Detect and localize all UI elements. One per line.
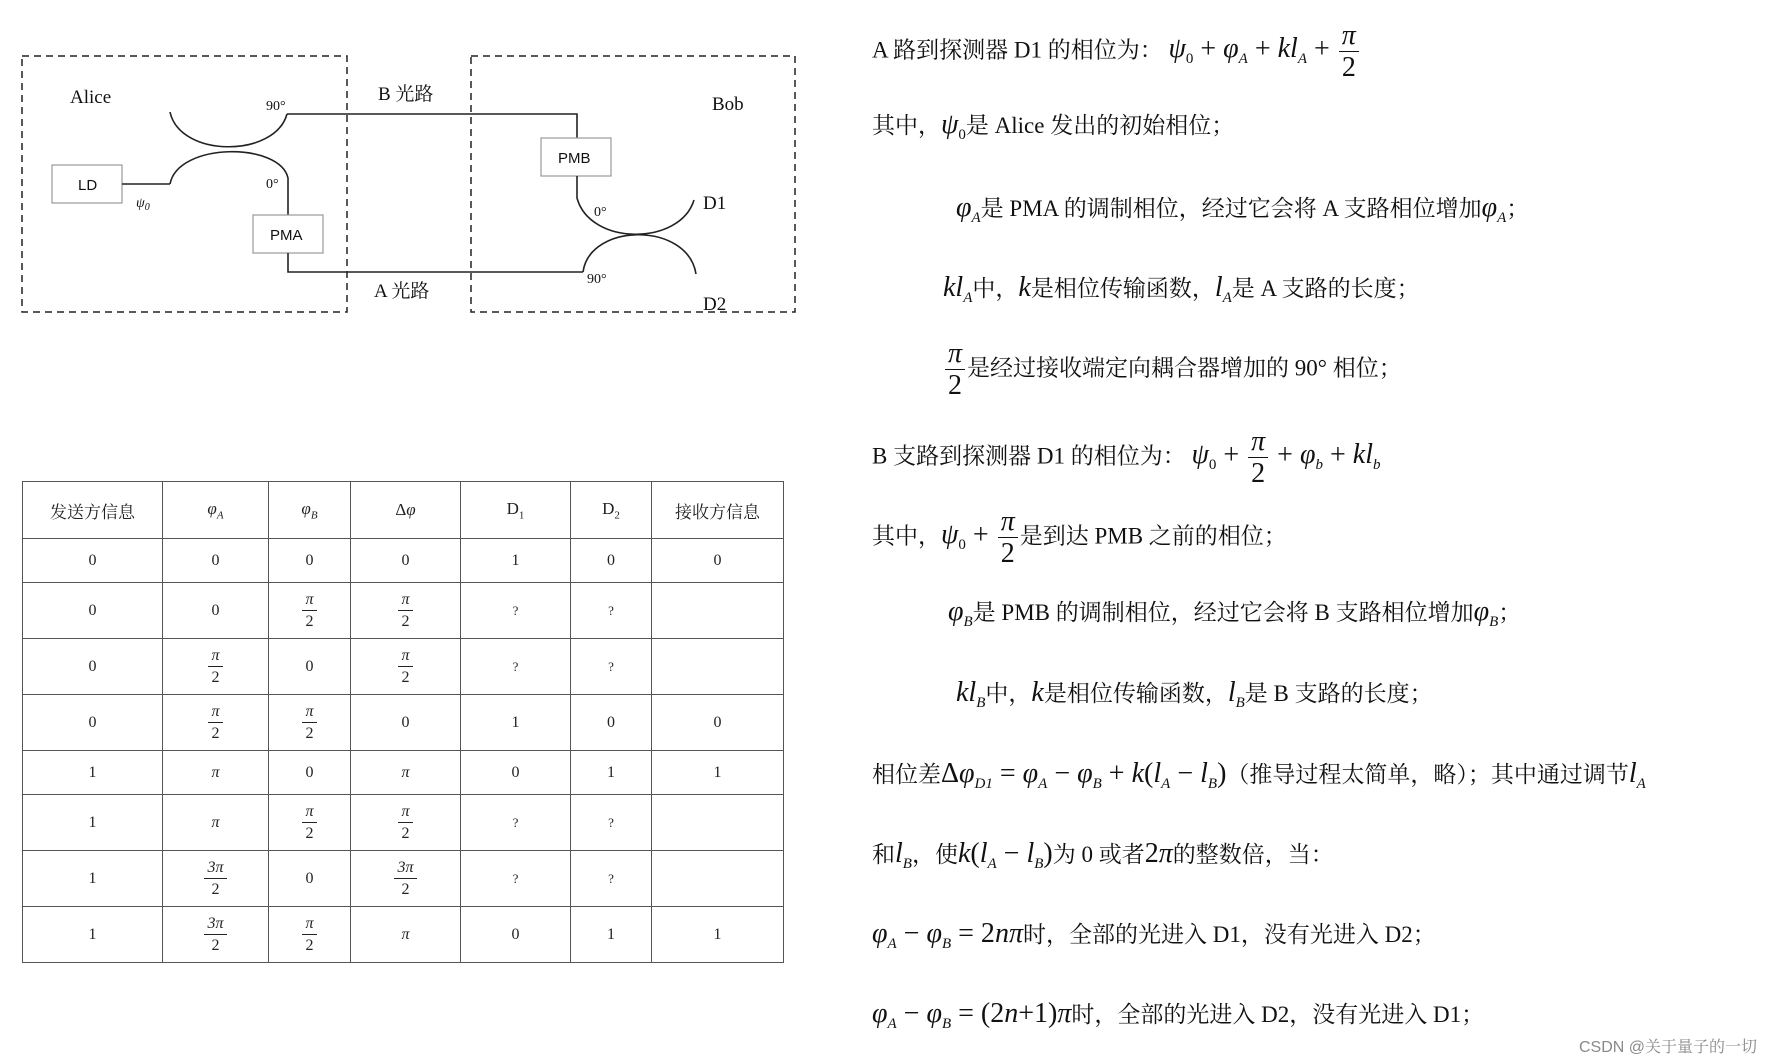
cell-d2: ?	[571, 639, 652, 695]
cell-d1: ?	[461, 851, 571, 907]
table-body	[23, 539, 784, 963]
cell-d1: 1	[461, 695, 571, 751]
cell-delta-phi: $\frac{3\pi}{2}$	[351, 851, 461, 907]
table-row	[23, 539, 784, 583]
cell-phi-b: 0	[269, 851, 351, 907]
line-condition-d2-suffix: 时，全部的光进入 D2，没有光进入 D1；	[1071, 1002, 1485, 1027]
alice-deg-top: 90°	[266, 99, 286, 114]
cell-phi-a: $\frac{\pi}{2}$	[163, 639, 269, 695]
path-a-label: A 光路	[374, 281, 430, 302]
cell-d1: ?	[461, 639, 571, 695]
header-d1: $D_1$	[461, 482, 571, 539]
table-row	[23, 795, 784, 851]
line-klb-a: 中，	[985, 681, 1032, 706]
table-row	[23, 639, 784, 695]
line-phase-diff-mid: （推导过程太简单，略）；其中通过调节	[1226, 762, 1629, 787]
cell-d1: ?	[461, 795, 571, 851]
cell-sender: 0	[23, 639, 163, 695]
d2-label: D2	[703, 294, 727, 315]
cell-d2: 1	[571, 751, 652, 795]
table-row	[23, 583, 784, 639]
line-psi0-suffix: 是 Alice 发出的初始相位；	[965, 113, 1235, 138]
cell-phi-a: π	[163, 795, 269, 851]
table-row	[23, 695, 784, 751]
table-header-row	[23, 482, 784, 539]
cell-phi-b: 0	[269, 639, 351, 695]
cell-delta-phi: $\frac{\pi}{2}$	[351, 583, 461, 639]
cell-sender: 1	[23, 851, 163, 907]
cell-phi-b: $\frac{\pi}{2}$	[269, 583, 351, 639]
header-receiver: 接收方信息	[652, 482, 784, 539]
line-adjust-b: ，使	[911, 842, 958, 867]
cell-delta-phi: $\frac{\pi}{2}$	[351, 795, 461, 851]
cell-delta-phi: π	[351, 907, 461, 963]
cell-sender: 1	[23, 907, 163, 963]
b-path-fiber	[287, 114, 577, 142]
line-b-prefix: B 支路到探测器 D1 的相位为：	[872, 443, 1186, 469]
cell-phi-b: 0	[269, 751, 351, 795]
line-adjust-d: 的整数倍，当：	[1172, 842, 1334, 867]
line-phi-b-text: 是 PMB 的调制相位，经过它会将 B 支路相位增加	[972, 600, 1474, 625]
line-phi-a-text: 是 PMA 的调制相位，经过它会将 A 支路相位增加	[980, 196, 1482, 221]
cell-d1: 1	[461, 539, 571, 583]
cell-phi-a: $\frac{3\pi}{2}$	[163, 851, 269, 907]
line-kla-b: 是相位传输函数，	[1030, 276, 1215, 301]
cell-receiver: 0	[652, 539, 784, 583]
bob-label: Bob	[712, 94, 744, 115]
table-row	[23, 751, 784, 795]
line-pre-pmb-desc: 其中，$\psi_0$ + $\frac{\pi}{2}$ 是到达 PMB 之前的相位；	[872, 506, 1287, 569]
line-b-path-phase: B 支路到探测器 D1 的相位为： $\psi_0$ + $\frac{\pi}{2}$ + $\varphi_b + kl_b$	[872, 426, 1381, 489]
line-condition-d1-suffix: 时，全部的光进入 D1，没有光进入 D2；	[1022, 922, 1436, 947]
cell-sender: 0	[23, 583, 163, 639]
bob-deg-bottom: 90°	[587, 272, 607, 287]
alice-coupler-upper	[170, 112, 287, 147]
cell-sender: 0	[23, 695, 163, 751]
cell-receiver	[652, 639, 784, 695]
line-phase-diff: 相位差$\Delta\varphi_{D1} = \varphi_A - \varphi_B + k(l_A - l_B)$（推导过程太简单，略）；其中通过调节$l_A$	[872, 758, 1646, 792]
header-sender: 发送方信息	[23, 482, 163, 539]
line-pre-pmb-prefix: 其中，	[872, 523, 941, 549]
cell-receiver: 1	[652, 751, 784, 795]
cell-phi-b: $\frac{\pi}{2}$	[269, 795, 351, 851]
cell-phi-a: 0	[163, 539, 269, 583]
line-condition-d2: $\varphi_A - \varphi_B = (2n+1)\pi$时，全部的光进入 D2，没有光进入 D1；	[872, 998, 1485, 1032]
line-kla-c: 是 A 支路的长度；	[1231, 276, 1420, 301]
line-pre-pmb-suffix: 是到达 PMB 之前的相位；	[1019, 523, 1287, 549]
line-kla-desc: $kl_A$中，k是相位传输函数，$l_A$是 A 支路的长度；	[943, 272, 1420, 306]
line-klb-desc: $kl_B$中，k是相位传输函数，$l_B$是 B 支路的长度；	[956, 677, 1433, 711]
line-phase-diff-prefix: 相位差	[872, 762, 941, 787]
header-delta-phi: Δφ	[351, 482, 461, 539]
psi0-label: $\psi_0$	[136, 196, 150, 213]
line-klb-b: 是相位传输函数，	[1043, 681, 1228, 706]
pi-over-2-fraction: $\frac{\pi}{2}$	[945, 340, 965, 400]
line-phi-a-desc: $\varphi_A$是 PMA 的调制相位，经过它会将 A 支路相位增加$\varphi_A$；	[956, 192, 1530, 226]
line-psi0-prefix: 其中，	[872, 113, 941, 138]
cell-receiver: 1	[652, 907, 784, 963]
ld-label: LD	[78, 177, 98, 194]
pma-label: PMA	[270, 227, 303, 244]
line-condition-d1: $\varphi_A - \varphi_B = 2n\pi$时，全部的光进入 D1，没有光进入 D2；	[872, 918, 1436, 952]
cell-receiver: 0	[652, 695, 784, 751]
cell-phi-a: 0	[163, 583, 269, 639]
cell-d2: ?	[571, 583, 652, 639]
line-adjust-c: 为 0 或者	[1052, 842, 1145, 867]
bob-enclosure	[471, 56, 795, 312]
line-kla-a: 中，	[972, 276, 1019, 301]
header-phi-a: $\varphi_A$	[163, 482, 269, 539]
table-row	[23, 907, 784, 963]
cell-delta-phi: π	[351, 751, 461, 795]
pi-over-2-fraction: $\frac{\pi}{2}$	[1248, 428, 1268, 488]
line-a-path-phase: A 路到探测器 D1 的相位为： $\psi_0 + \varphi_A + kl_A$ + $\frac{\pi}{2}$	[872, 22, 1361, 82]
header-d2: $D_2$	[571, 482, 652, 539]
cell-phi-b: $\frac{\pi}{2}$	[269, 907, 351, 963]
line-psi0-desc: 其中，$\psi_0$是 Alice 发出的初始相位；	[872, 109, 1235, 143]
bob-coupler-lower	[583, 235, 696, 274]
cell-sender: 0	[23, 539, 163, 583]
cell-phi-a: π	[163, 751, 269, 795]
cell-phi-a: $\frac{\pi}{2}$	[163, 695, 269, 751]
cell-receiver	[652, 583, 784, 639]
interferometer-diagram	[0, 0, 800, 320]
path-b-label: B 光路	[378, 84, 434, 105]
cell-d2: 0	[571, 539, 652, 583]
cell-phi-b: $\frac{\pi}{2}$	[269, 695, 351, 751]
d1-label: D1	[703, 193, 727, 214]
line-phi-b-desc: $\varphi_B$是 PMB 的调制相位，经过它会将 B 支路相位增加$\varphi_B$；	[948, 596, 1522, 630]
pi-over-2-fraction: $\frac{\pi}{2}$	[998, 508, 1018, 568]
alice-deg-bottom: 0°	[266, 177, 279, 192]
cell-d1: ?	[461, 583, 571, 639]
cell-delta-phi: 0	[351, 539, 461, 583]
cell-d2: ?	[571, 851, 652, 907]
alice-label: Alice	[70, 87, 112, 108]
line-adjust-a: 和	[872, 842, 895, 867]
line-a-prefix: A 路到探测器 D1 的相位为：	[872, 37, 1163, 63]
line-klb-c: 是 B 支路的长度；	[1244, 681, 1433, 706]
phase-state-table	[22, 481, 784, 963]
cell-phi-a: $\frac{3\pi}{2}$	[163, 907, 269, 963]
cell-sender: 1	[23, 795, 163, 851]
line-adjust: 和$l_B$，使$k(l_A - l_B)$为 0 或者2π的整数倍，当：	[872, 838, 1334, 872]
cell-d1: 0	[461, 907, 571, 963]
cell-d2: ?	[571, 795, 652, 851]
line-pi2-desc	[943, 340, 1402, 400]
line-pi2-text: 是经过接收端定向耦合器增加的 90° 相位；	[967, 355, 1402, 381]
cell-sender: 1	[23, 751, 163, 795]
cell-receiver	[652, 851, 784, 907]
cell-phi-b: 0	[269, 539, 351, 583]
table-row	[23, 851, 784, 907]
cell-delta-phi: $\frac{\pi}{2}$	[351, 639, 461, 695]
pmb-label: PMB	[558, 150, 591, 167]
cell-delta-phi: 0	[351, 695, 461, 751]
pi-over-2-fraction: $\frac{\pi}{2}$	[1339, 22, 1359, 82]
cell-receiver	[652, 795, 784, 851]
bob-deg-top: 0°	[594, 205, 607, 220]
a-path-fiber	[288, 253, 583, 272]
cell-d1: 0	[461, 751, 571, 795]
cell-d2: 0	[571, 695, 652, 751]
cell-d2: 1	[571, 907, 652, 963]
header-phi-b: $\varphi_B$	[269, 482, 351, 539]
csdn-watermark: CSDN @关于量子的一切	[1578, 1039, 1757, 1056]
